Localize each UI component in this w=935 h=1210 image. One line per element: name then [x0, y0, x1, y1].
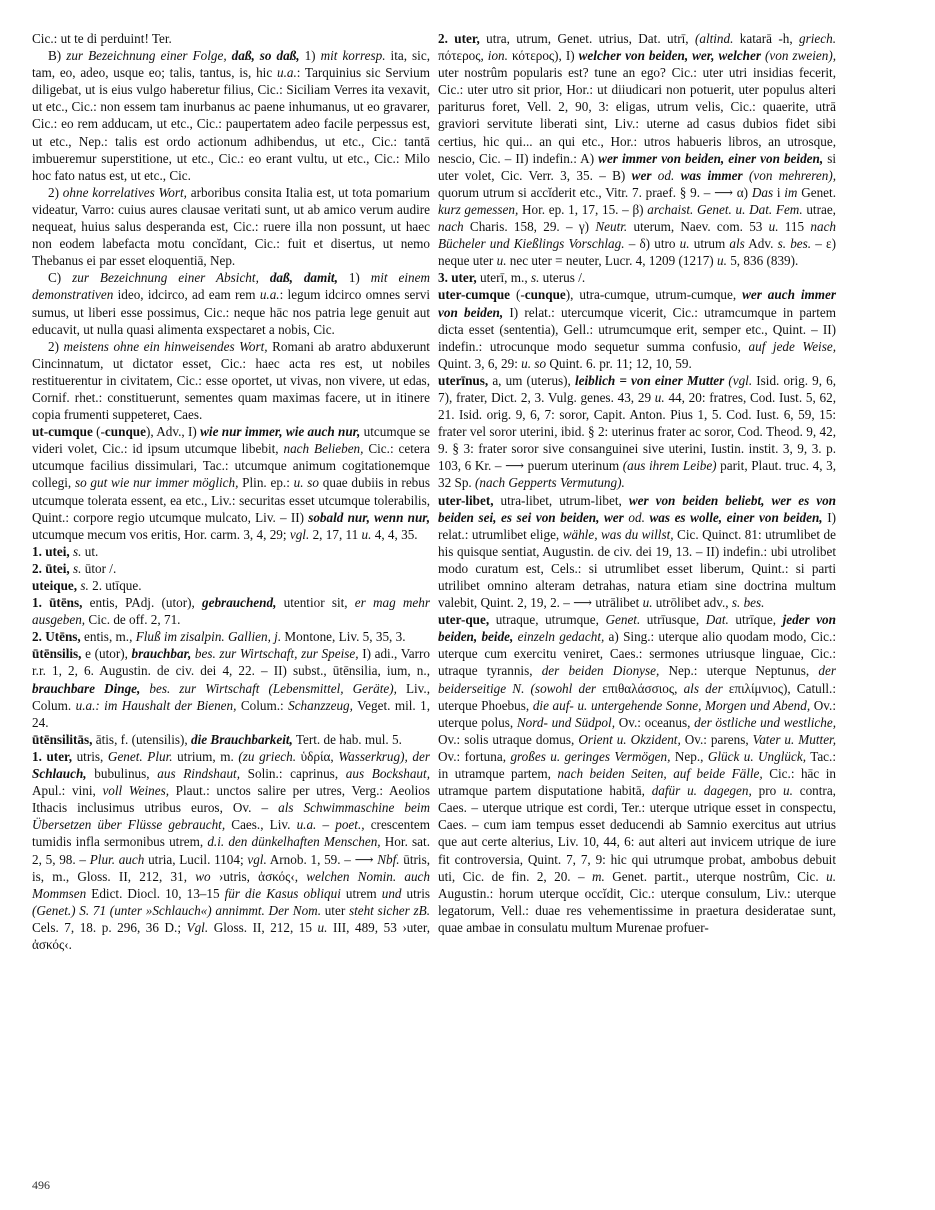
entry-paragraph: C) zur Bezeichnung einer Absicht, daß, damit, 1) mit einem demonstrativen ideo, idcirco, ad eam rem u.a.: legum idcirco omnes servi sumus, ut liberi esse possimus, Cic.: neque hāc nos patria lege genuit aut educavit, ut nulla quasi alimenta exspectaret a nobis, Cic. [32, 270, 431, 337]
dictionary-entry: 3. uter, uterī, m., s. uterus /. [438, 270, 586, 286]
dictionary-entry: ūtēnsilis, e (utor), brauchbar, bes. zur Wirtschaft, zur Speise, I) adi., Varro r.r. 1, 2, 6. Augustin. de civ. dei 4, 22. – II) subst., ūtēnsilia, ium, n., brauchbare Dinge, bes. zur Wirtschaft (Lebensmittel, Geräte), Liv., Colum. u.a.: im Haushalt der Bienen, Colum.: Schanzzeug, Veget. mil. 1, 24. [32, 646, 431, 730]
dictionary-entry: ūtēnsilitās, ātis, f. (utensilis), die Brauchbarkeit, Tert. de hab. mul. 5. [32, 731, 402, 747]
entry-paragraph: B) zur Bezeichnung einer Folge, daß, so daß, 1) mit korresp. ita, sic, tam, eo, adeo, usque eo; talis, tantus, is, hic u.a.: Tarquinius sic Servium diligebat, ut is eius vulgo haberetur filius, Cic.: Siciliam Verres ita vexavit, ut etc., Cic.: non essem tam inurbanus ac paene inhumanus, ut eo gravarer, Cic.: eo rem adducam, ut etc., Cic.: paupertatem adeo facile perpessus est, ut etc., Nep.: talis est ordo actionum adhibendus, ut etc., Cic.: tantā imbueremur superstitione, ut etc., Cic.: eo erant vultu, ut etc., Cic.: Milo hoc fato natus est, ut etc., Cic. [32, 48, 430, 183]
dictionary-entry: uteique, s. 2. utīque. [32, 578, 142, 593]
page-number: 496 [32, 1178, 50, 1192]
dictionary-entry: uterīnus, a, um (uterus), leiblich = von einer Mutter (vgl. Isid. orig. 9, 6, 7), frater, Dict. 2, 3. Vulg. genes. 43, 29 u. 44, 20: fratres, Cod. Iust. 5, 62, 21. Isid. orig. 9, 6, 7: soror, Capit. Anton. Pius 1, 5. Cod. Iust. 6, 59, 15: frater vel soror uterini, ibid. § 2: uterinus frater ac soror, Cod. Theod. 9, 42, 9. § 3: frater soror sive consanguinei sive uterini, Iustin. instit. 3, 9, 3. p. 103, 6 Kr. – ⟶ puerum uterinum (aus ihrem Leibe) parit, Plaut. truc. 4, 3, 32 Sp. (nach Gepperts Vermutung). [438, 372, 837, 491]
right-column [438, 30, 836, 936]
dictionary-entry: 1. ūtēns, entis, PAdj. (utor), gebrauchend, utentior sit, er mag mehr ausgeben, Cic. de off. 2, 71. [32, 595, 431, 628]
left-column [32, 30, 430, 953]
entry-paragraph: 2) meistens ohne ein hinweisendes Wort, Romani ab aratro abduxerunt Cincinnatum, ut dictator esset, Cic.: haec acta res est, ut nobiles restituerentur in civitatem, Cic.: esse oportet, ut vivas, non vivere, ut edas, Cornif. rhet.: constituerunt, sementes quam maximas facere, ut in itinere copia frumenti suppeteret, Caes. [32, 338, 430, 423]
dictionary-entry: uter-cumque (-cunque), utra-cumque, utrum-cumque, wer auch immer von beiden, I) relat.: utercumque vicerit, Cic.: utramcumque in partem dicta esset (sententia), Gell.: utrumcumque erit, semper etc., Quint. – II) indefin.: utrocunque modo sequetur summa confusio, auf jede Weise, Quint. 3, 6, 29: u. so Quint. 6. pr. 11; 12, 10, 59. [438, 287, 836, 371]
dictionary-entry: 1. uter, utris, Genet. Plur. utrium, m. (zu griech. ὑδρία, Wasserkrug), der Schlauch, bubulinus, aus Rindshaut, Solin.: caprinus, aus Bockshaut, Apul.: vini, voll Weines, Plaut.: unctos salire per utres, Verg.: Aeolios Ithacis inclusimus utribus euros, Ov. – als Schwimmaschine beim Übersetzen über Flüsse gebraucht, Caes., Liv. u.a. – poet., crescentem tumidis infla sermonibus utrem, d.i. den dünkelhaften Menschen, Hor. sat. 2, 5, 98. – Plur. auch utria, Lucil. 1104; vgl. Arnob. 1, 59. – ⟶ Nbf. ūtris, is, m., Gloss. II, 212, 31, wo ›utris, ἀσκός‹, welchen Nomin. auch Mommsen Edict. Diocl. 10, 13–15 für die Kasus obliqui utrem und utris (Genet.) S. 71 (unter »Schlauch«) annimmt. Der Nom. uter steht sicher zB. Cels. 7, 18. p. 296, 36 D.; Vgl. Gloss. II, 212, 15 u. III, 489, 53 ›uter, ἀσκός‹. [32, 748, 431, 952]
dictionary-entry: 2. ūtei, s. ūtor /. [32, 560, 117, 576]
dictionary-entry: ut-cumque (-cunque), Adv., I) wie nur immer, wie auch nur, utcumque se videri volet, Cic.: id ipsum utcumque libebit, nach Belieben, Cic.: cetera utcumque facilius dissimulari, Tac.: utcumque animum cogitationemque collegi, so gut wie nur immer möglich, Plin. ep.: u. so quae dubiis in rebus utcumque tolerata essent, ea etc., Liv.: securitas esset utcumque tolerabilis, Quint.: corpore regio utcumque mulcato, Liv. – II) sobald nur, wenn nur, utcumque mecum vos eritis, Hor. carm. 3, 4, 29; vgl. 2, 17, 11 u. 4, 4, 35. [32, 424, 431, 542]
dictionary-entry: 1. utei, s. ut. [32, 543, 99, 559]
dictionary-entry: uter-que, utraque, utrumque, Genet. utrīusque, Dat. utrīque, jeder von beiden, beide, einzeln gedacht, a) Sing.: uterque alio quodam modo, Cic.: uterque cum exercitu veniret, Caes.: sermones utriusque linguae, Cic.: utraque tyrannis, der beiden Dionyse, Nep.: uterque Neptunus, der beiderseitige N. (sowohl der επιθαλάσσιος, als der επιλίμνιος), Catull.: uterque Phoebus, die auf- u. untergehende Sonne, Morgen und Abend, Ov.: uterque polus, Nord- und Südpol, Ov.: oceanus, der östliche und westliche, Ov.: solis utraque domus, Orient u. Okzident, Ov.: parens, Vater u. Mutter, Ov.: fortuna, großes u. geringes Vermögen, Nep., Glück u. Unglück, Tac.: in utramque partem, nach beiden Seiten, auf beide Fälle, Cic.: hāc in utramque partem disputatione habitā, dafür u. dagegen, pro u. contra, Caes. – uterque utrique est cordi, Ter.: uterque utrique esset in conspectu, Caes. – cum iam tempus esset deducendi ab Samnio exercitus aut utrius que aut certe alterius, Liv. 10, 44, 6: aut alteri aut invicem utrique de iure fit controversia, Quint. 7, 7, 9: hic qui utrumque probat, ambobus debuit uti, Cic. de fin. 2, 20. – m. Genet. partit., uterque nostrûm, Cic. u. Augustin.: horum uterque occĭdit, Cic.: uterque consulum, Liv.: uterque legatorum, Vell.: duae res vehementissime in praetura desideratae sunt, quae ambae in consulatu multum Murenae profuer- [438, 612, 837, 935]
dictionary-entry: 2. uter, utra, utrum, Genet. utrius, Dat. utrī, (altind. katarā -h, griech. πότερος, ion. κότερος), I) welcher von beiden, wer, welcher (von zweien), uter nostrûm popularis est? tune an ego? Cic.: uter utri insidias fecerit, Cic.: uter utro sit prior, Hor.: ut diiudicari non potuerit, uter populus alteri pariturus foret, Vell. 2, 90, 3: eligas, utrum velis, Cic.: quaerite, utrā graviori servitute liberati sint, Liv.: uterne ad casus dubios fidet sibi certius, hic qui... an qui etc., Hor.: utros habueris libros, an utrosque, nescio, Cic. – II) indefin.: A) wer immer von beiden, einer von beiden, si uter volet, Cic. Verr. 3, 35. – B) wer od. was immer (von mehreren), quorum utrum si accĭderit etc., Vitr. 7. praef. § 9. – ⟶ α) Das i im Genet. kurz gemessen, Hor. ep. 1, 17, 15. – β) archaist. Genet. u. Dat. Fem. utrae, nach Charis. 158, 29. – γ) Neutr. uterum, Naev. com. 53 u. 115 nach Bücheler und Kießlings Vorschlag. – δ) utro u. utrum als Adv. s. bes. – ε) neque uter u. nec uter = neuter, Lucr. 4, 1209 (1217) u. 5, 836 (839). [438, 31, 837, 269]
dictionary-entry: 2. Utēns, entis, m., Fluß im zisalpin. Gallien, j. Montone, Liv. 5, 35, 3. [32, 629, 406, 645]
dictionary-entry: uter-libet, utra-libet, utrum-libet, wer von beiden beliebt, wer es von beiden sei, es sei von beiden, wer od. was es wolle, einer von beiden, I) relat.: utrumlibet elige, wähle, was du willst, Cic. Quinct. 81: utrumlibet de his quisque sentiat, Augustin. de civ. dei 19, 13. – II) indefin.: ubi utrolibet modo curatum est, Cels.: si utrumlibet esset liberum, Quint.: si parti utrilibet omnino alteram detrahas, natura etiam sine doctrina multum valebit, Quint. 2, 19, 2. – ⟶ utrālibet u. utrōlibet adv., s. bes. [438, 492, 836, 611]
entry-paragraph: 2) ohne korrelatives Wort, arboribus consita Italia est, ut tota pomarium videatur, Varro: cuius aures clausae veritati sunt, ut ab amico verum audire nequeat, huius salus desperanda est, Cic.: ruere illa non possunt, ut haec non eodem labefacta motu concĭdant, Cic.: fuit et disertus, ut nemo Thebanus ei par esset eloquentiā, Nep. [32, 184, 430, 269]
entry-paragraph: Cic.: ut te di perduint! Ter. [32, 31, 172, 46]
